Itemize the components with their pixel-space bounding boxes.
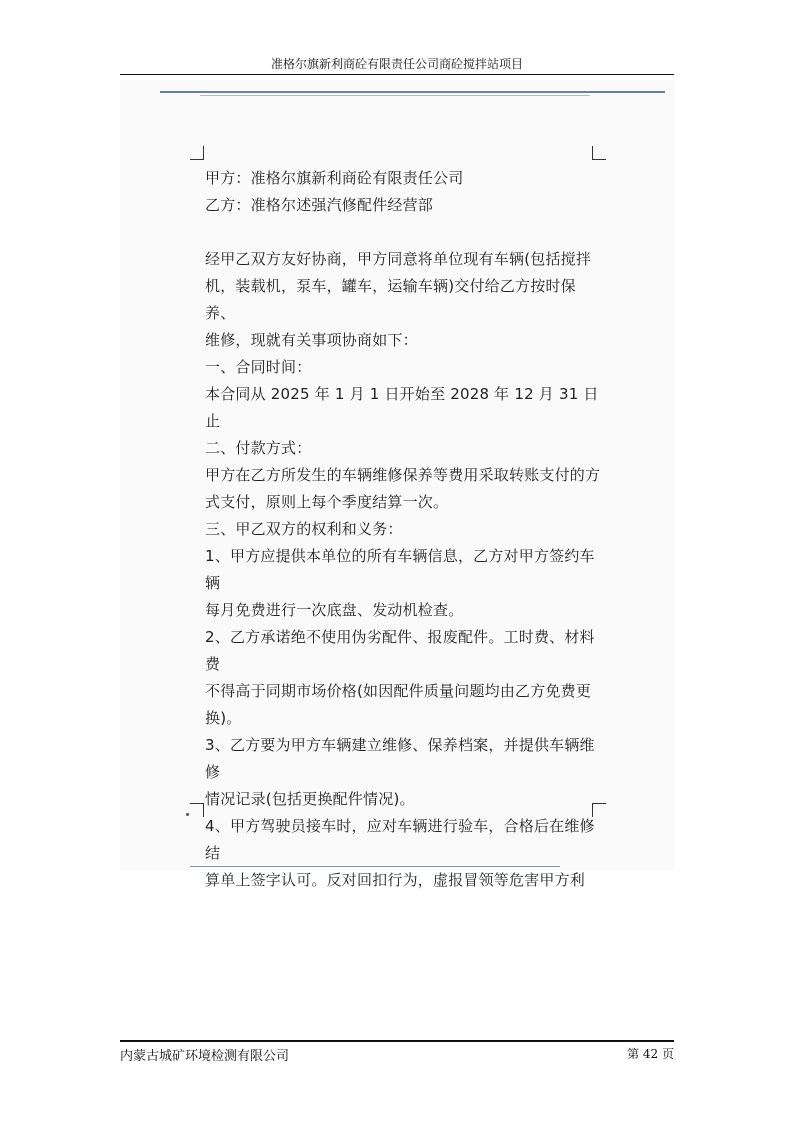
- header-divider: [120, 74, 674, 75]
- footer-page-number: 第 42 页: [627, 1047, 674, 1061]
- contract-line: 式支付，原则上每个季度结算一次。: [205, 493, 449, 511]
- section-heading-payment: 二、付款方式：: [205, 439, 312, 457]
- scan-top-line-faint: [200, 95, 590, 96]
- contract-line: 维修，现就有关事项协商如下：: [205, 331, 418, 349]
- section-heading-term: 一、合同时间：: [205, 358, 312, 376]
- contract-body: [205, 165, 605, 894]
- crop-mark-bottom-left: [190, 803, 204, 817]
- contract-line: 甲方在乙方所发生的车辆维修保养等费用采取转账支付的方: [205, 466, 601, 484]
- party-a-line: 甲方：准格尔旗新利商砼有限责任公司: [205, 169, 464, 187]
- contract-line: 本合同从 2025 年 1 月 1 日开始至 2028 年 12 月 31 日止: [205, 385, 599, 430]
- scan-top-line: [160, 91, 665, 93]
- page-header-title: 准格尔旗新利商砼有限责任公司商砼搅拌站项目: [270, 57, 523, 71]
- party-b-line: 乙方：准格尔述强汽修配件经营部: [205, 196, 434, 214]
- contract-line: 1、甲方应提供本单位的所有车辆信息，乙方对甲方签约车辆: [205, 547, 595, 592]
- contract-line: 每月免费进行一次底盘、发动机检查。: [205, 601, 464, 619]
- footer-divider: [120, 1040, 674, 1042]
- contract-line: 情况记录(包括更换配件情况)。: [205, 790, 415, 808]
- contract-line: 3、乙方要为甲方车辆建立维修、保养档案，并提供车辆维修: [205, 736, 595, 781]
- crop-mark-top-right: [592, 146, 606, 160]
- crop-mark-top-left: [190, 146, 204, 160]
- contract-line: 2、乙方承诺绝不使用伪劣配件、报废配件。工时费、材料费: [205, 628, 595, 673]
- contract-line: 算单上签字认可。反对回扣行为，虚报冒领等危害甲方利: [205, 871, 586, 889]
- scan-speck: [186, 813, 189, 816]
- contract-line: 换)。: [205, 709, 242, 727]
- footer-company: 内蒙古城矿环境检测有限公司: [120, 1049, 290, 1064]
- paragraph-gap: [205, 219, 605, 246]
- contract-line: 不得高于同期市场价格(如因配件质量问题均由乙方免费更: [205, 682, 592, 700]
- section-heading-rights: 三、甲乙双方的权利和义务：: [205, 520, 403, 538]
- contract-line: 机，装载机，泵车，罐车，运输车辆)交付给乙方按时保养、: [205, 277, 576, 322]
- contract-line: 4、甲方驾驶员接车时，应对车辆进行验车，合格后在维修结: [205, 817, 595, 862]
- contract-line: 经甲乙双方友好协商，甲方同意将单位现有车辆(包括搅拌: [205, 250, 592, 268]
